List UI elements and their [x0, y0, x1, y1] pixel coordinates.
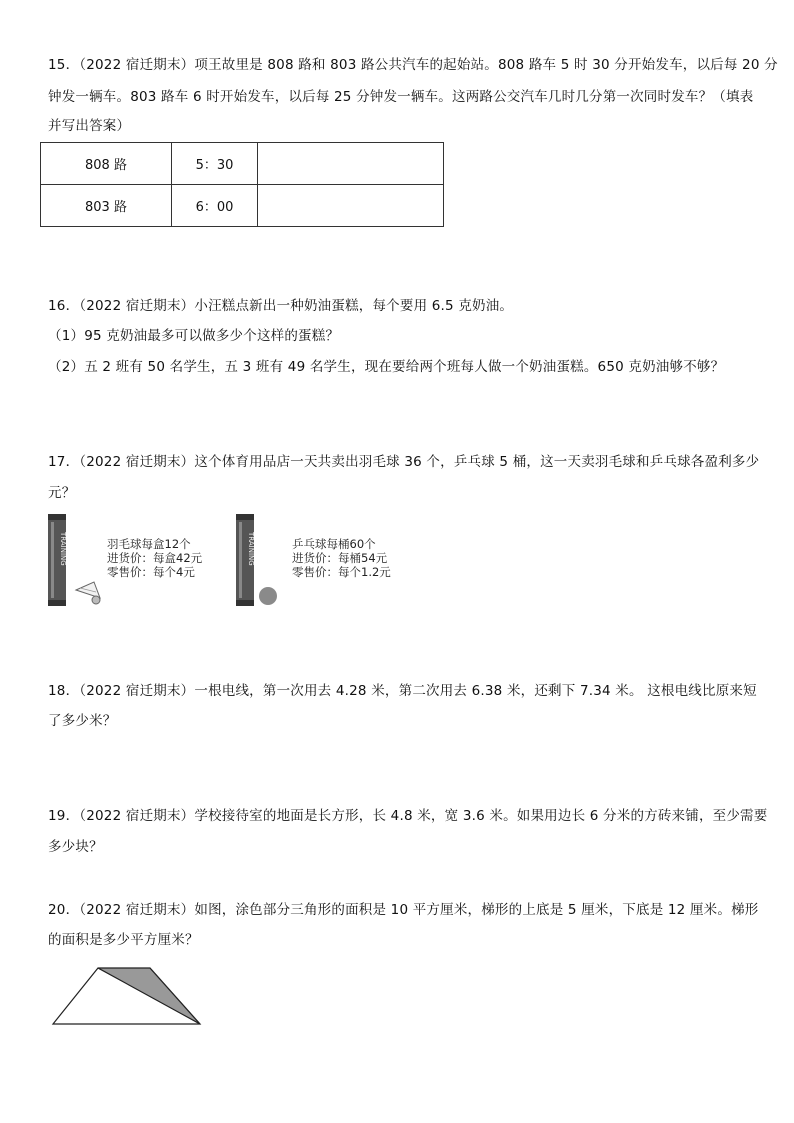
q15-line-3: 并写出答案） — [48, 118, 131, 134]
q17-line-1: 17．（2022 宿迁期末）这个体育用品店一天共卖出羽毛球 36 个，乒乓球 5 桶，这一天卖羽毛球和乒乓球各盈利多少 — [48, 454, 760, 470]
pingpong-info-line-1: 乒乓球每桶60个 — [292, 537, 376, 551]
table-row — [41, 143, 444, 185]
q20-line-2: 的面积是多少平方厘米？ — [48, 932, 199, 948]
route-808-cell: 808 路 — [41, 143, 172, 185]
blank-cell-803[interactable] — [258, 185, 444, 227]
q16-part-1: （1）95 克奶油最多可以做多少个这样的蛋糕？ — [48, 328, 340, 344]
q19-line-1: 19．（2022 宿迁期末）学校接待室的地面是长方形，长 4.8 米，宽 3.6 米。如果用边长 6 分米的方砖来铺，至少需要 — [48, 808, 768, 824]
q17-line-2: 元？ — [48, 485, 76, 501]
q18-line-2: 了多少米？ — [48, 713, 117, 729]
trapezoid-figure — [50, 964, 205, 1028]
q15-line-1: 15．（2022 宿迁期末）项王故里是 808 路和 803 路公共汽车的起始站。808 路车 5 时 30 分开始发车，以后每 20 分 — [48, 57, 778, 73]
table-row — [41, 185, 444, 227]
badminton-info — [107, 537, 202, 579]
q20-line-1: 20．（2022 宿迁期末）如图，涂色部分三角形的面积是 10 平方厘米，梯形的上底是 5 厘米，下底是 12 厘米。梯形 — [48, 902, 759, 918]
badminton-tube-icon — [44, 512, 104, 608]
pingpong-tube-icon — [230, 512, 282, 608]
tube-label: TRAINING — [247, 532, 255, 566]
route-803-cell: 803 路 — [41, 185, 172, 227]
start-time-803-cell: 6：00 — [172, 185, 258, 227]
tube-label: TRAINING — [59, 532, 67, 566]
q18-line-1: 18．（2022 宿迁期末）一根电线，第一次用去 4.28 米，第二次用去 6.38 米，还剩下 7.34 米。 这根电线比原来短 — [48, 683, 757, 699]
bus-schedule-table — [40, 142, 444, 227]
blank-cell-808[interactable] — [258, 143, 444, 185]
badminton-info-line-1: 羽毛球每盒12个 — [107, 537, 191, 551]
q16-line-1: 16．（2022 宿迁期末）小汪糕点新出一种奶油蛋糕，每个要用 6.5 克奶油。 — [48, 298, 514, 314]
q15-line-2: 钟发一辆车。803 路车 6 时开始发车，以后每 25 分钟发一辆车。这两路公交汽车几时几分第一次同时发车？（填表 — [48, 89, 754, 105]
badminton-info-line-3: 零售价：每个4元 — [107, 565, 195, 579]
pingpong-info-line-2: 进货价：每桶54元 — [292, 551, 388, 565]
pingpong-info-line-3: 零售价：每个1.2元 — [292, 565, 391, 579]
q16-part-2: （2）五 2 班有 50 名学生，五 3 班有 49 名学生，现在要给两个班每人做一个奶油蛋糕。650 克奶油够不够？ — [48, 359, 725, 375]
q19-line-2: 多少块？ — [48, 839, 103, 855]
pingpong-info — [292, 537, 391, 579]
shuttlecock-cork — [92, 596, 100, 604]
badminton-info-line-2: 进货价：每盒42元 — [107, 551, 203, 565]
pingpong-ball — [259, 587, 277, 605]
start-time-808-cell: 5：30 — [172, 143, 258, 185]
